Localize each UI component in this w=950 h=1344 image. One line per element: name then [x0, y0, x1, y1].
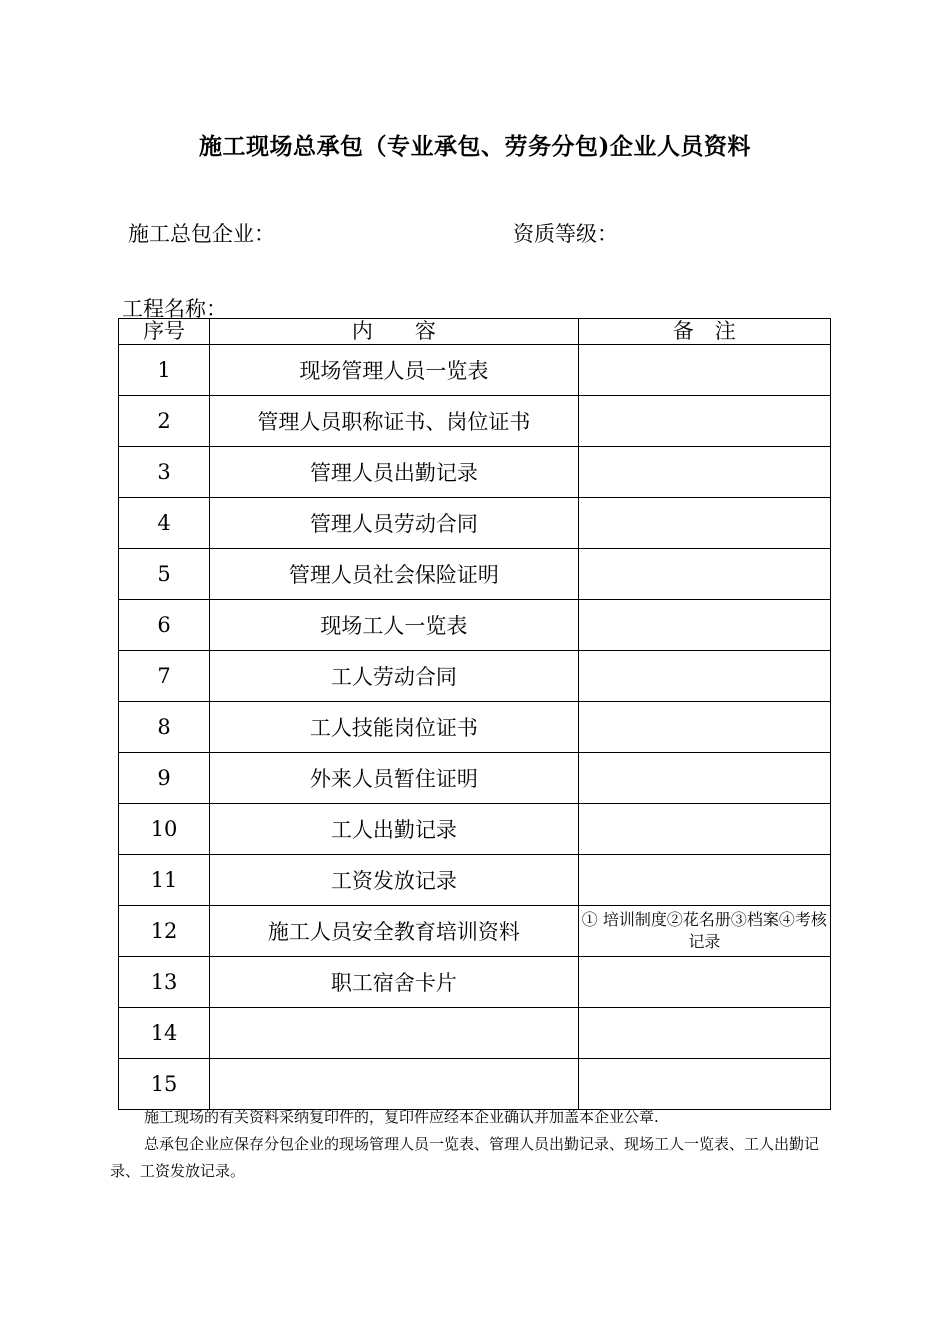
row-content: 工人出勤记录: [210, 804, 579, 855]
row-no: 14: [119, 1008, 210, 1059]
row-remark: [578, 753, 830, 804]
table-header-row: [119, 319, 831, 345]
row-no: 13: [119, 957, 210, 1008]
row-remark: [578, 702, 830, 753]
row-no: 7: [119, 651, 210, 702]
personnel-document-table: [118, 318, 831, 1110]
row-remark: [578, 855, 830, 906]
row-remark: [578, 549, 830, 600]
header-no: 序号: [119, 319, 210, 345]
table-row: [119, 957, 831, 1008]
row-remark: ① 培训制度②花名册③档案④考核记录: [578, 906, 830, 957]
row-no: 12: [119, 906, 210, 957]
row-no: 1: [119, 345, 210, 396]
table-row: [119, 753, 831, 804]
row-content: 管理人员劳动合同: [210, 498, 579, 549]
table-row: [119, 804, 831, 855]
row-content: [210, 1008, 579, 1059]
row-no: 5: [119, 549, 210, 600]
row-content: 现场工人一览表: [210, 600, 579, 651]
project-name-label: 工程名称：: [122, 297, 227, 321]
page-title: 施工现场总承包（专业承包、劳务分包)企业人员资料: [199, 133, 751, 160]
table-row: [119, 447, 831, 498]
table-row: [119, 906, 831, 957]
row-remark: [578, 1008, 830, 1059]
row-content: 施工人员安全教育培训资料: [210, 906, 579, 957]
row-remark: [578, 345, 830, 396]
row-content: 外来人员暂住证明: [210, 753, 579, 804]
table-row: [119, 651, 831, 702]
qualification-label: 资质等级：: [513, 222, 618, 246]
row-content: 工资发放记录: [210, 855, 579, 906]
contractor-label: 施工总包企业：: [128, 222, 275, 246]
row-no: 9: [119, 753, 210, 804]
row-no: 15: [119, 1059, 210, 1110]
row-no: 6: [119, 600, 210, 651]
row-content: 管理人员职称证书、岗位证书: [210, 396, 579, 447]
row-content: 现场管理人员一览表: [210, 345, 579, 396]
table-row: [119, 600, 831, 651]
row-content: 管理人员社会保险证明: [210, 549, 579, 600]
note-paragraph: 总承包企业应保存分包企业的现场管理人员一览表、管理人员出勤记录、现场工人一览表、工人出勤记录、工资发放记录。: [110, 1135, 820, 1180]
row-content: [210, 1059, 579, 1110]
table-row: [119, 702, 831, 753]
table-row: [119, 396, 831, 447]
row-remark: [578, 498, 830, 549]
table-row: [119, 498, 831, 549]
row-content: 工人劳动合同: [210, 651, 579, 702]
note-paragraph: 施工现场的有关资料采纳复印件的，复印件应经本企业确认并加盖本企业公章.: [144, 1108, 659, 1126]
row-remark: [578, 396, 830, 447]
header-remark: 备 注: [578, 319, 830, 345]
row-remark: [578, 804, 830, 855]
row-remark: [578, 957, 830, 1008]
header-content: 内 容: [210, 319, 579, 345]
row-content: 管理人员出勤记录: [210, 447, 579, 498]
row-content: 工人技能岗位证书: [210, 702, 579, 753]
table-row: [119, 1008, 831, 1059]
row-no: 4: [119, 498, 210, 549]
notes-section: [110, 1104, 828, 1185]
table-row: [119, 345, 831, 396]
row-no: 10: [119, 804, 210, 855]
row-remark: [578, 447, 830, 498]
table-row: [119, 1059, 831, 1110]
row-content: 职工宿舍卡片: [210, 957, 579, 1008]
row-no: 8: [119, 702, 210, 753]
row-no: 11: [119, 855, 210, 906]
table-row: [119, 855, 831, 906]
row-no: 2: [119, 396, 210, 447]
row-no: 3: [119, 447, 210, 498]
table-row: [119, 549, 831, 600]
row-remark: [578, 600, 830, 651]
row-remark: [578, 651, 830, 702]
row-remark: [578, 1059, 830, 1110]
